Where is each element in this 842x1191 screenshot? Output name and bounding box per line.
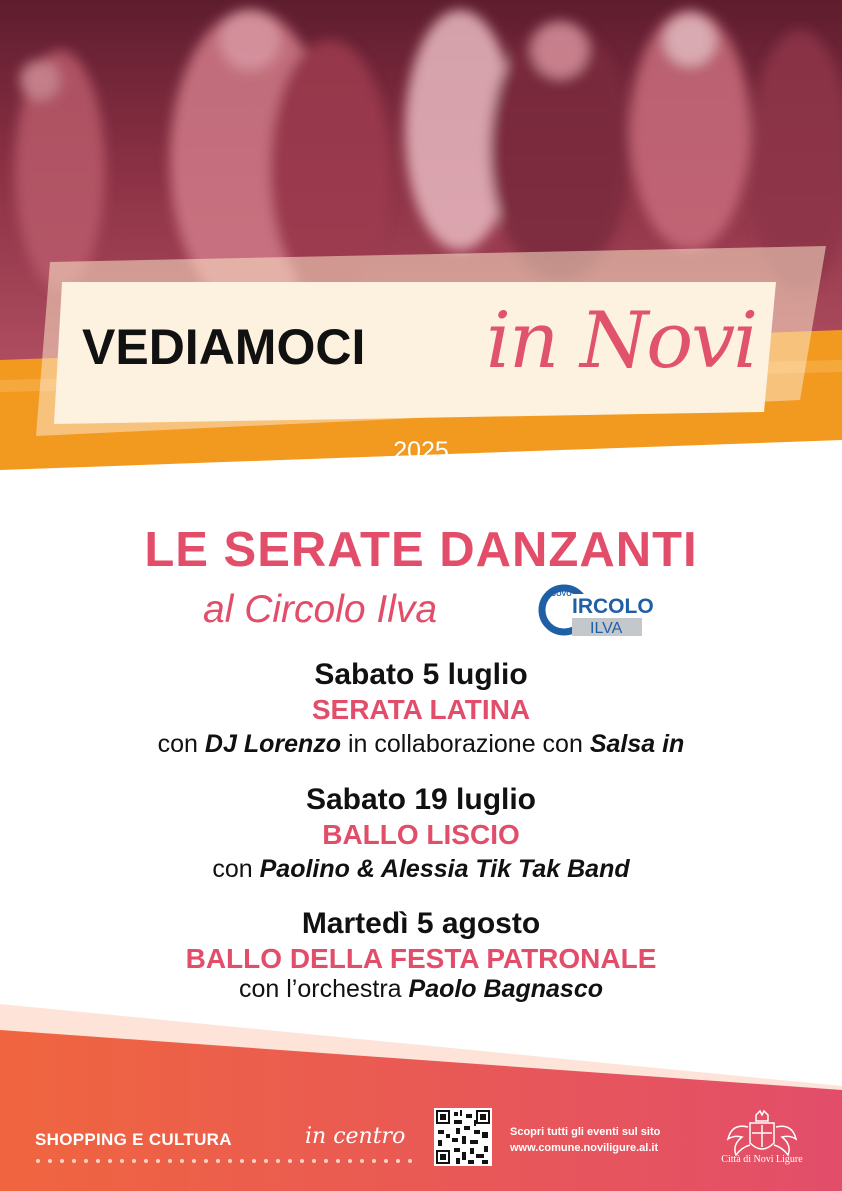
qr-code[interactable] — [434, 1108, 492, 1166]
event-date: Martedì 5 agosto — [301, 907, 541, 940]
dotted-divider — [35, 1158, 415, 1164]
event-date: Sabato 19 luglio — [305, 783, 537, 816]
footer-website-link[interactable]: www.comune.noviligure.al.it — [510, 1142, 659, 1154]
event-date: Sabato 5 luglio — [314, 658, 528, 691]
footer-info-line: Scopri tutti gli eventi sul sito — [510, 1126, 661, 1138]
subtitle: al Circolo Ilva — [203, 588, 438, 631]
desc-text: con — [157, 730, 205, 758]
logo-main-text: IRCOLO — [572, 595, 654, 618]
title-script: in Novi — [486, 296, 757, 386]
year: 2025 — [393, 437, 449, 465]
footer-slogan-script: in centro — [305, 1124, 406, 1149]
event-name: BALLO DELLA FESTA PATRONALE — [185, 943, 657, 974]
main-title: LE SERATE DANZANTI — [144, 523, 698, 577]
desc-emphasis: DJ Lorenzo — [204, 730, 342, 758]
crest-label: Città di Novi Ligure — [721, 1154, 803, 1165]
desc-text: con l’orchestra — [238, 975, 409, 1003]
desc-emphasis: Salsa in — [589, 730, 685, 758]
desc-text: con — [212, 855, 260, 883]
logo-sub-text: ILVA — [590, 620, 623, 637]
event-name: SERATA LATINA — [311, 694, 531, 725]
footer-info — [510, 1124, 660, 1156]
logo-top-text: NUOVO — [546, 591, 572, 598]
event-name: BALLO LISCIO — [322, 819, 520, 850]
desc-emphasis: Paolino & Alessia Tik Tak Band — [259, 855, 630, 883]
title-bold: VEDIAMOCI — [82, 319, 366, 375]
desc-emphasis: Paolo Bagnasco — [408, 975, 604, 1003]
desc-text: in collaborazione con — [341, 730, 590, 758]
footer-slogan: SHOPPING E CULTURA — [35, 1130, 232, 1149]
